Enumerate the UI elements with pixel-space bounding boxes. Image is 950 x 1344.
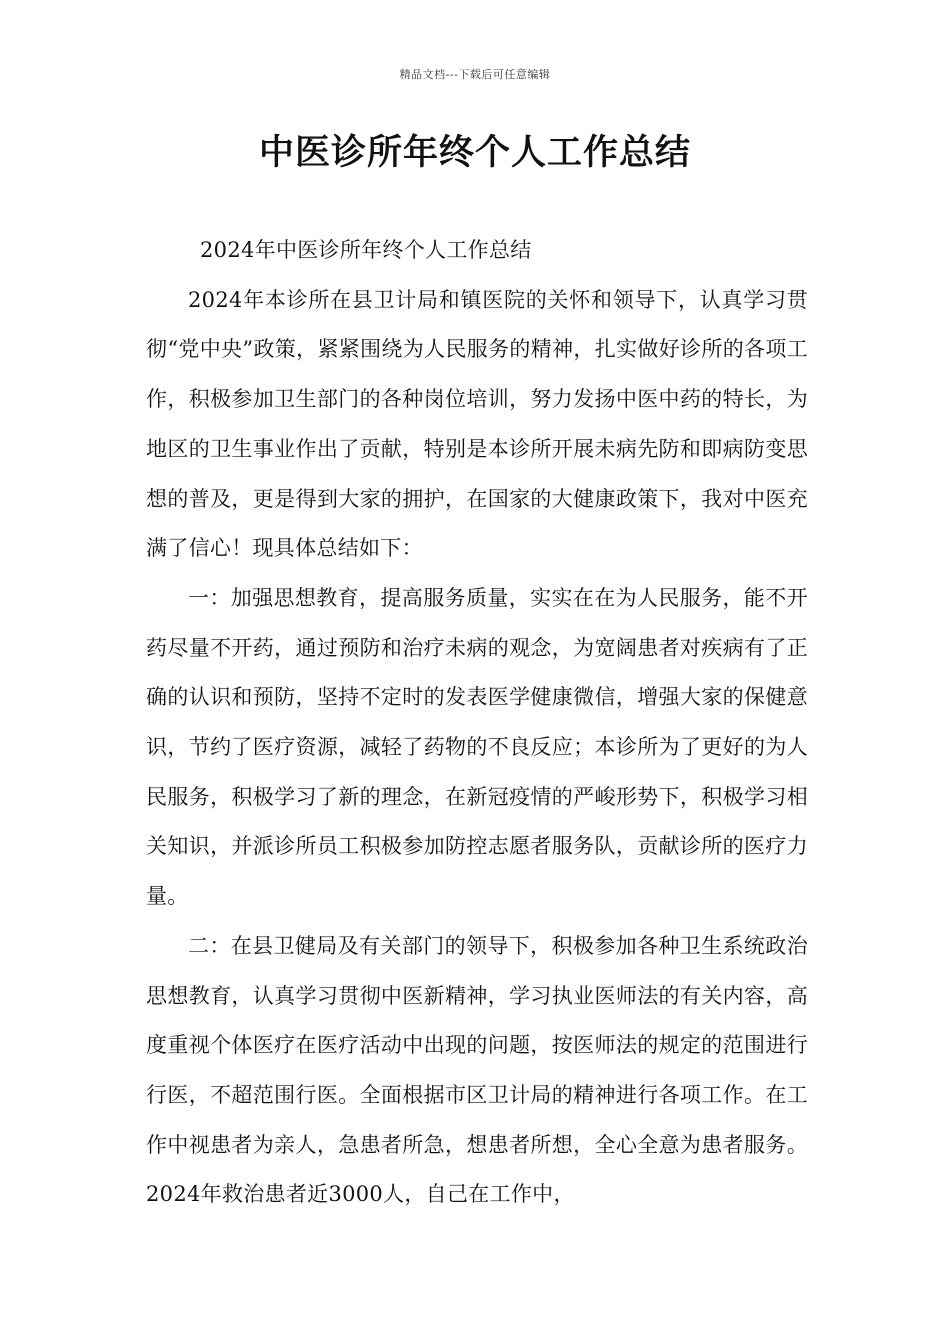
paragraph-section-1: 一：加强思想教育，提高服务质量，实实在在为人民服务，能不开药尽量不开药，通过预防和治疗未病的观念，为宽阔患者对疾病有了正确的认识和预防，坚持不定时的发表医学健康微信，增强大家的保健意识，节约了医疗资源，减轻了药物的不良反应；本诊所为了更好的为人民服务，积极学习了新的理念，在新冠疫情的严峻形势下，积极学习相关知识，并派诊所员工积极参加防控志愿者服务队，贡献诊所的医疗力量。 bbox=[146, 585, 808, 909]
paragraph-intro: 2024年本诊所在县卫计局和镇医院的关怀和领导下，认真学习贯彻“党中央”政策，紧紧围绕为人民服务的精神，扎实做好诊所的各项工作，积极参加卫生部门的各种岗位培训，努力发扬中医中药的特长，为地区的卫生事业作出了贡献，特别是本诊所开展未病先防和即病防变思想的普及，更是得到大家的拥护，在国家的大健康政策下，我对中医充满了信心！现具体总结如下： bbox=[146, 287, 808, 561]
header-note: 精品文档---下载后可任意编辑 bbox=[399, 68, 551, 81]
paragraph-section-2: 二：在县卫健局及有关部门的领导下，积极参加各种卫生系统政治思想教育，认真学习贯彻中医新精神，学习执业医师法的有关内容，高度重视个体医疗在医疗活动中出现的问题，按医师法的规定的范围进行行医，不超范围行医。全面根据市区卫计局的精神进行各项工作。在工作中视患者为亲人，急患者所急，想患者所想，全心全意为患者服务。2024年救治患者近3000人，自己在工作中， bbox=[146, 933, 808, 1207]
document-title: 中医诊所年终个人工作总结 bbox=[258, 132, 691, 173]
document-body bbox=[146, 226, 808, 1220]
document-subtitle: 2024年中医诊所年终个人工作总结 bbox=[200, 238, 532, 262]
